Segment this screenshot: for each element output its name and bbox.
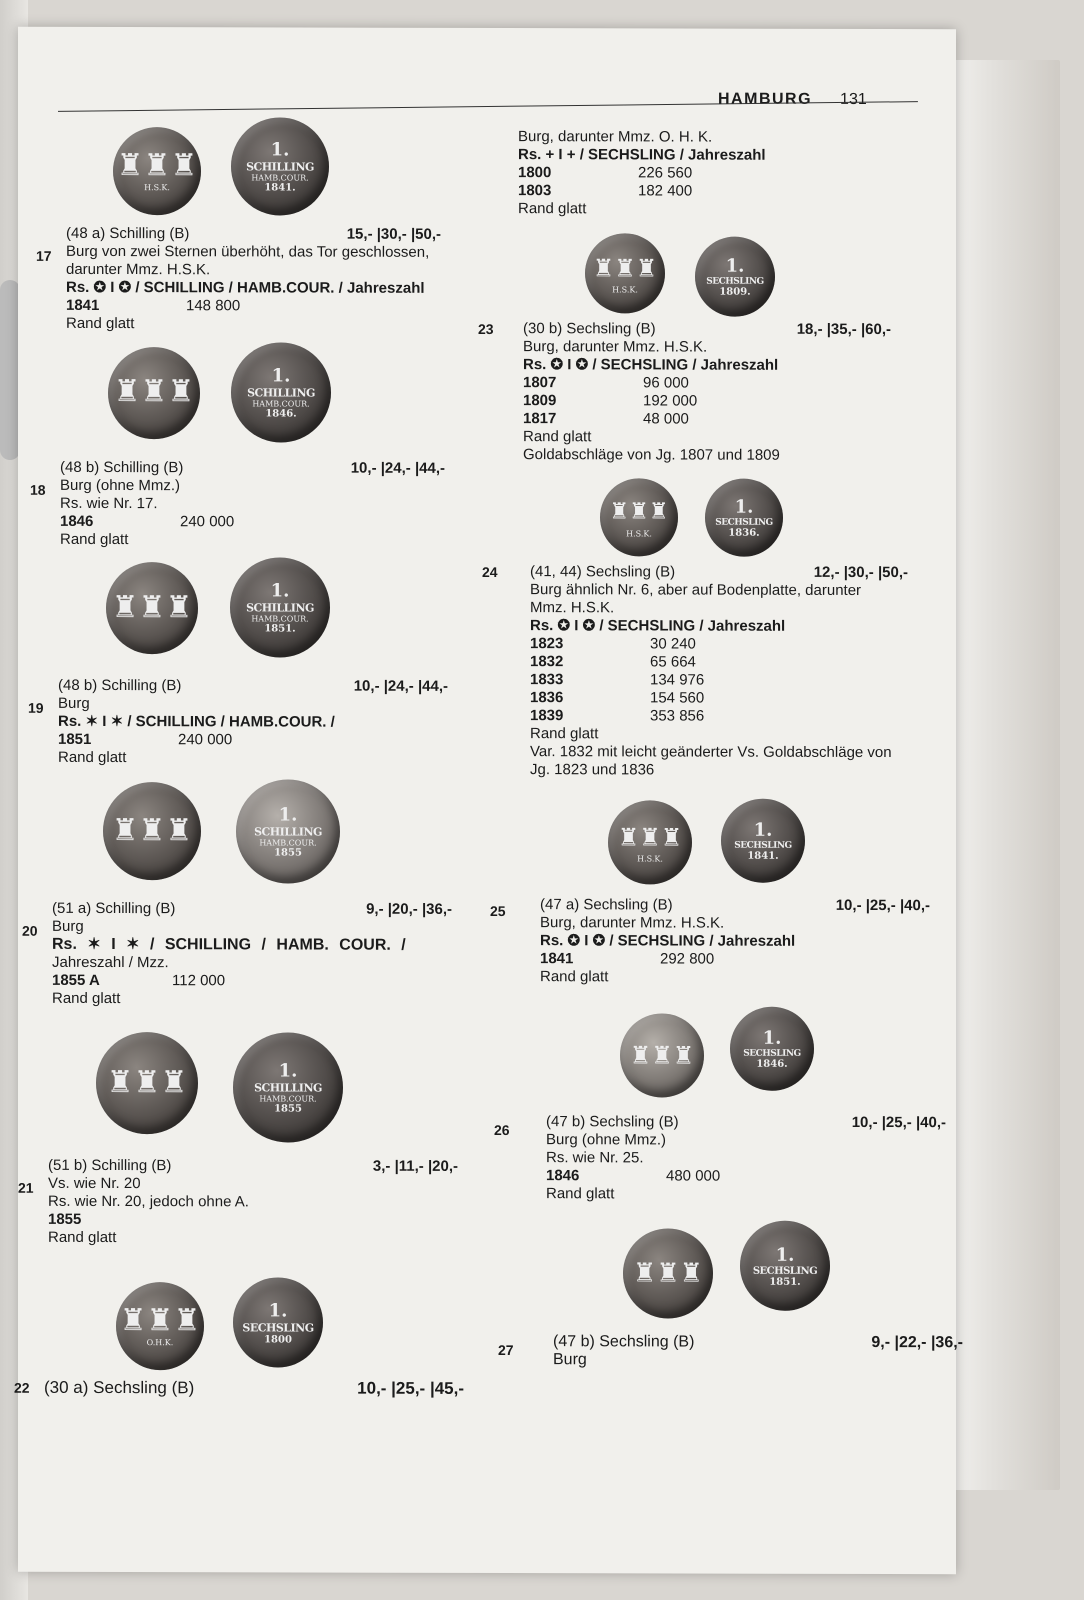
- coin-reverse-27: 1. SECHSLING 1851.: [740, 1221, 830, 1311]
- coin-reverse-22: 1. SECHSLING 1800: [233, 1277, 323, 1367]
- coin-reverse-18: 1. SCHILLING HAMB.COUR. 1846.: [231, 342, 331, 442]
- price: 18,- |35,- |60,-: [796, 320, 891, 339]
- entry-number: 23: [478, 320, 494, 338]
- page-stack-edge: [950, 60, 1060, 1490]
- entry-number: 17: [36, 247, 52, 264]
- price: 12,- |30,- |50,-: [813, 563, 908, 582]
- catalog-entry-23: 23 (30 b) Sechsling (B) 18,- |35,- |60,- Burg, darunter Mmz. H.S.K. Rs. ✪ I ✪ / SECHSLING / Jahreszahl 1807 96 000 1809 192 000 1817 48 000 Rand glatt Goldabschläge von Jg. 1807 und 1809: [478, 320, 891, 464]
- coin-reverse-20: 1. SCHILLING HAMB.COUR. 1855: [236, 779, 340, 883]
- catalog-entry-26: 26 (47 b) Sechsling (B) 10,- |25,- |40,- Burg (ohne Mmz.) Rs. wie Nr. 25. 1846 480 000 Rand glatt: [494, 1113, 946, 1203]
- entry-number: 24: [482, 563, 498, 581]
- coin-obverse-20: ♜♜♜: [103, 782, 201, 880]
- catalog-entry-17: 17 (48 a) Schilling (B) 15,- |30,- |50,- Burg von zwei Sternen überhöht, das Tor geschlossen, darunter Mmz. H.S.K. Rs. ✪ I ✪ / SCHILLING / HAMB.COUR. / Jahreszahl 1841 148 800 Rand glatt: [36, 224, 441, 333]
- price: 9,- |20,- |36,-: [366, 900, 452, 918]
- coin-reverse-19: 1. SCHILLING HAMB.COUR. 1851.: [230, 557, 330, 657]
- coin-reverse-24: 1. SECHSLING 1836.: [705, 479, 783, 557]
- coin-obverse-18: ♜♜♜: [108, 347, 200, 439]
- entry-number: 21: [18, 1179, 34, 1196]
- coin-obverse-22: ♜♜♜ O.H.K.: [116, 1282, 204, 1370]
- coin-obverse-17: ♜♜♜ H.S.K.: [113, 127, 201, 215]
- price: 10,- |24,- |44,-: [353, 677, 448, 695]
- coin-reverse-17: 1. SCHILLING HAMB.COUR. 1841.: [231, 117, 329, 215]
- entry-number: 22: [14, 1379, 30, 1396]
- coin-obverse-25: ♜♜♜ H.S.K.: [608, 800, 692, 884]
- catalog-entry-22: 22 (30 a) Sechsling (B) 10,- |25,- |45,-: [14, 1377, 464, 1398]
- entry-number: 27: [498, 1342, 514, 1359]
- coin-reverse-25: 1. SECHSLING 1841.: [721, 799, 805, 883]
- coin-obverse-24: ♜♜♜ H.S.K.: [600, 478, 678, 556]
- page-header: [718, 91, 867, 109]
- price: 10,- |24,- |44,-: [350, 459, 445, 477]
- coin-reverse-26: 1. SECHSLING 1846.: [730, 1007, 814, 1091]
- coin-reverse-21: 1. SCHILLING HAMB.COUR. 1855: [233, 1032, 343, 1142]
- coin-obverse-21: ♜♜♜: [96, 1032, 198, 1134]
- catalog-entry-22-continued: Burg, darunter Mmz. O. H. K. Rs. + I + / SECHSLING / Jahreszahl 1800 226 560 1803 182 400 Rand glatt: [518, 128, 766, 218]
- price: 10,- |25,- |40,-: [851, 1113, 946, 1132]
- entry-number: 18: [30, 481, 46, 498]
- coin-reverse-23: 1. SECHSLING 1809.: [695, 237, 775, 317]
- price: 3,- |11,- |20,-: [372, 1157, 458, 1175]
- coin-obverse-26: ♜♜♜: [620, 1013, 704, 1097]
- coin-obverse-27: ♜♜♜: [623, 1228, 713, 1318]
- catalog-entry-25: 25 (47 a) Sechsling (B) 10,- |25,- |40,- Burg, darunter Mmz. H.S.K. Rs. ✪ I ✪ / SECHSLING / Jahreszahl 1841 292 800 Rand glatt: [490, 896, 930, 986]
- catalog-entry-24: 24 (41, 44) Sechsling (B) 12,- |30,- |50,- Burg ähnlich Nr. 6, aber auf Bodenplatte, darunter Mmz. H.S.K. Rs. ✪ I ✪ / SECHSLING / Jahreszahl 1823 30 240 1832 65 664 1833 134 976 1836 154 560 1839 353 856 Rand glatt Var. 1832 mit leicht geänderter Vs. Goldabschläge von Jg. 1823 und 1836: [482, 563, 908, 779]
- entry-number: 25: [490, 903, 506, 920]
- entry-number: 19: [28, 699, 44, 716]
- catalog-entry-21: 21 (51 b) Schilling (B) 3,- |11,- |20,- Vs. wie Nr. 20 Rs. wie Nr. 20, jedoch ohne A. 1855 Rand glatt: [18, 1156, 458, 1247]
- page-number: 131: [840, 90, 867, 108]
- entry-number: 20: [22, 922, 38, 939]
- coin-obverse-19: ♜♜♜: [106, 562, 198, 654]
- catalog-entry-27: 27 (47 b) Sechsling (B) 9,- |22,- |36,- Burg: [498, 1333, 963, 1369]
- price: 9,- |22,- |36,-: [871, 1334, 963, 1352]
- catalog-entry-19: 19 (48 b) Schilling (B) 10,- |24,- |44,- Burg Rs. ✶ I ✶ / SCHILLING / HAMB.COUR. / 1851 240 000 Rand glatt: [28, 676, 448, 767]
- coin-obverse-23: ♜♜♜ H.S.K.: [585, 233, 665, 313]
- price: 15,- |30,- |50,-: [346, 225, 441, 243]
- catalog-entry-18: 18 (48 b) Schilling (B) 10,- |24,- |44,- Burg (ohne Mmz.) Rs. wie Nr. 17. 1846 240 000 Rand glatt: [30, 458, 445, 549]
- catalog-entry-20: 20 (51 a) Schilling (B) 9,- |20,- |36,- Burg Rs. ✶ I ✶ / SCHILLING / HAMB. COUR. / Jahreszahl / Mzz. 1855 A 112 000 Rand glatt: [22, 899, 452, 1008]
- catalog-page: [14, 27, 963, 1574]
- price: 10,- |25,- |40,-: [835, 896, 930, 915]
- section-title: HAMBURG: [718, 90, 813, 108]
- entry-number: 26: [494, 1122, 510, 1139]
- price: 10,- |25,- |45,-: [357, 1378, 464, 1398]
